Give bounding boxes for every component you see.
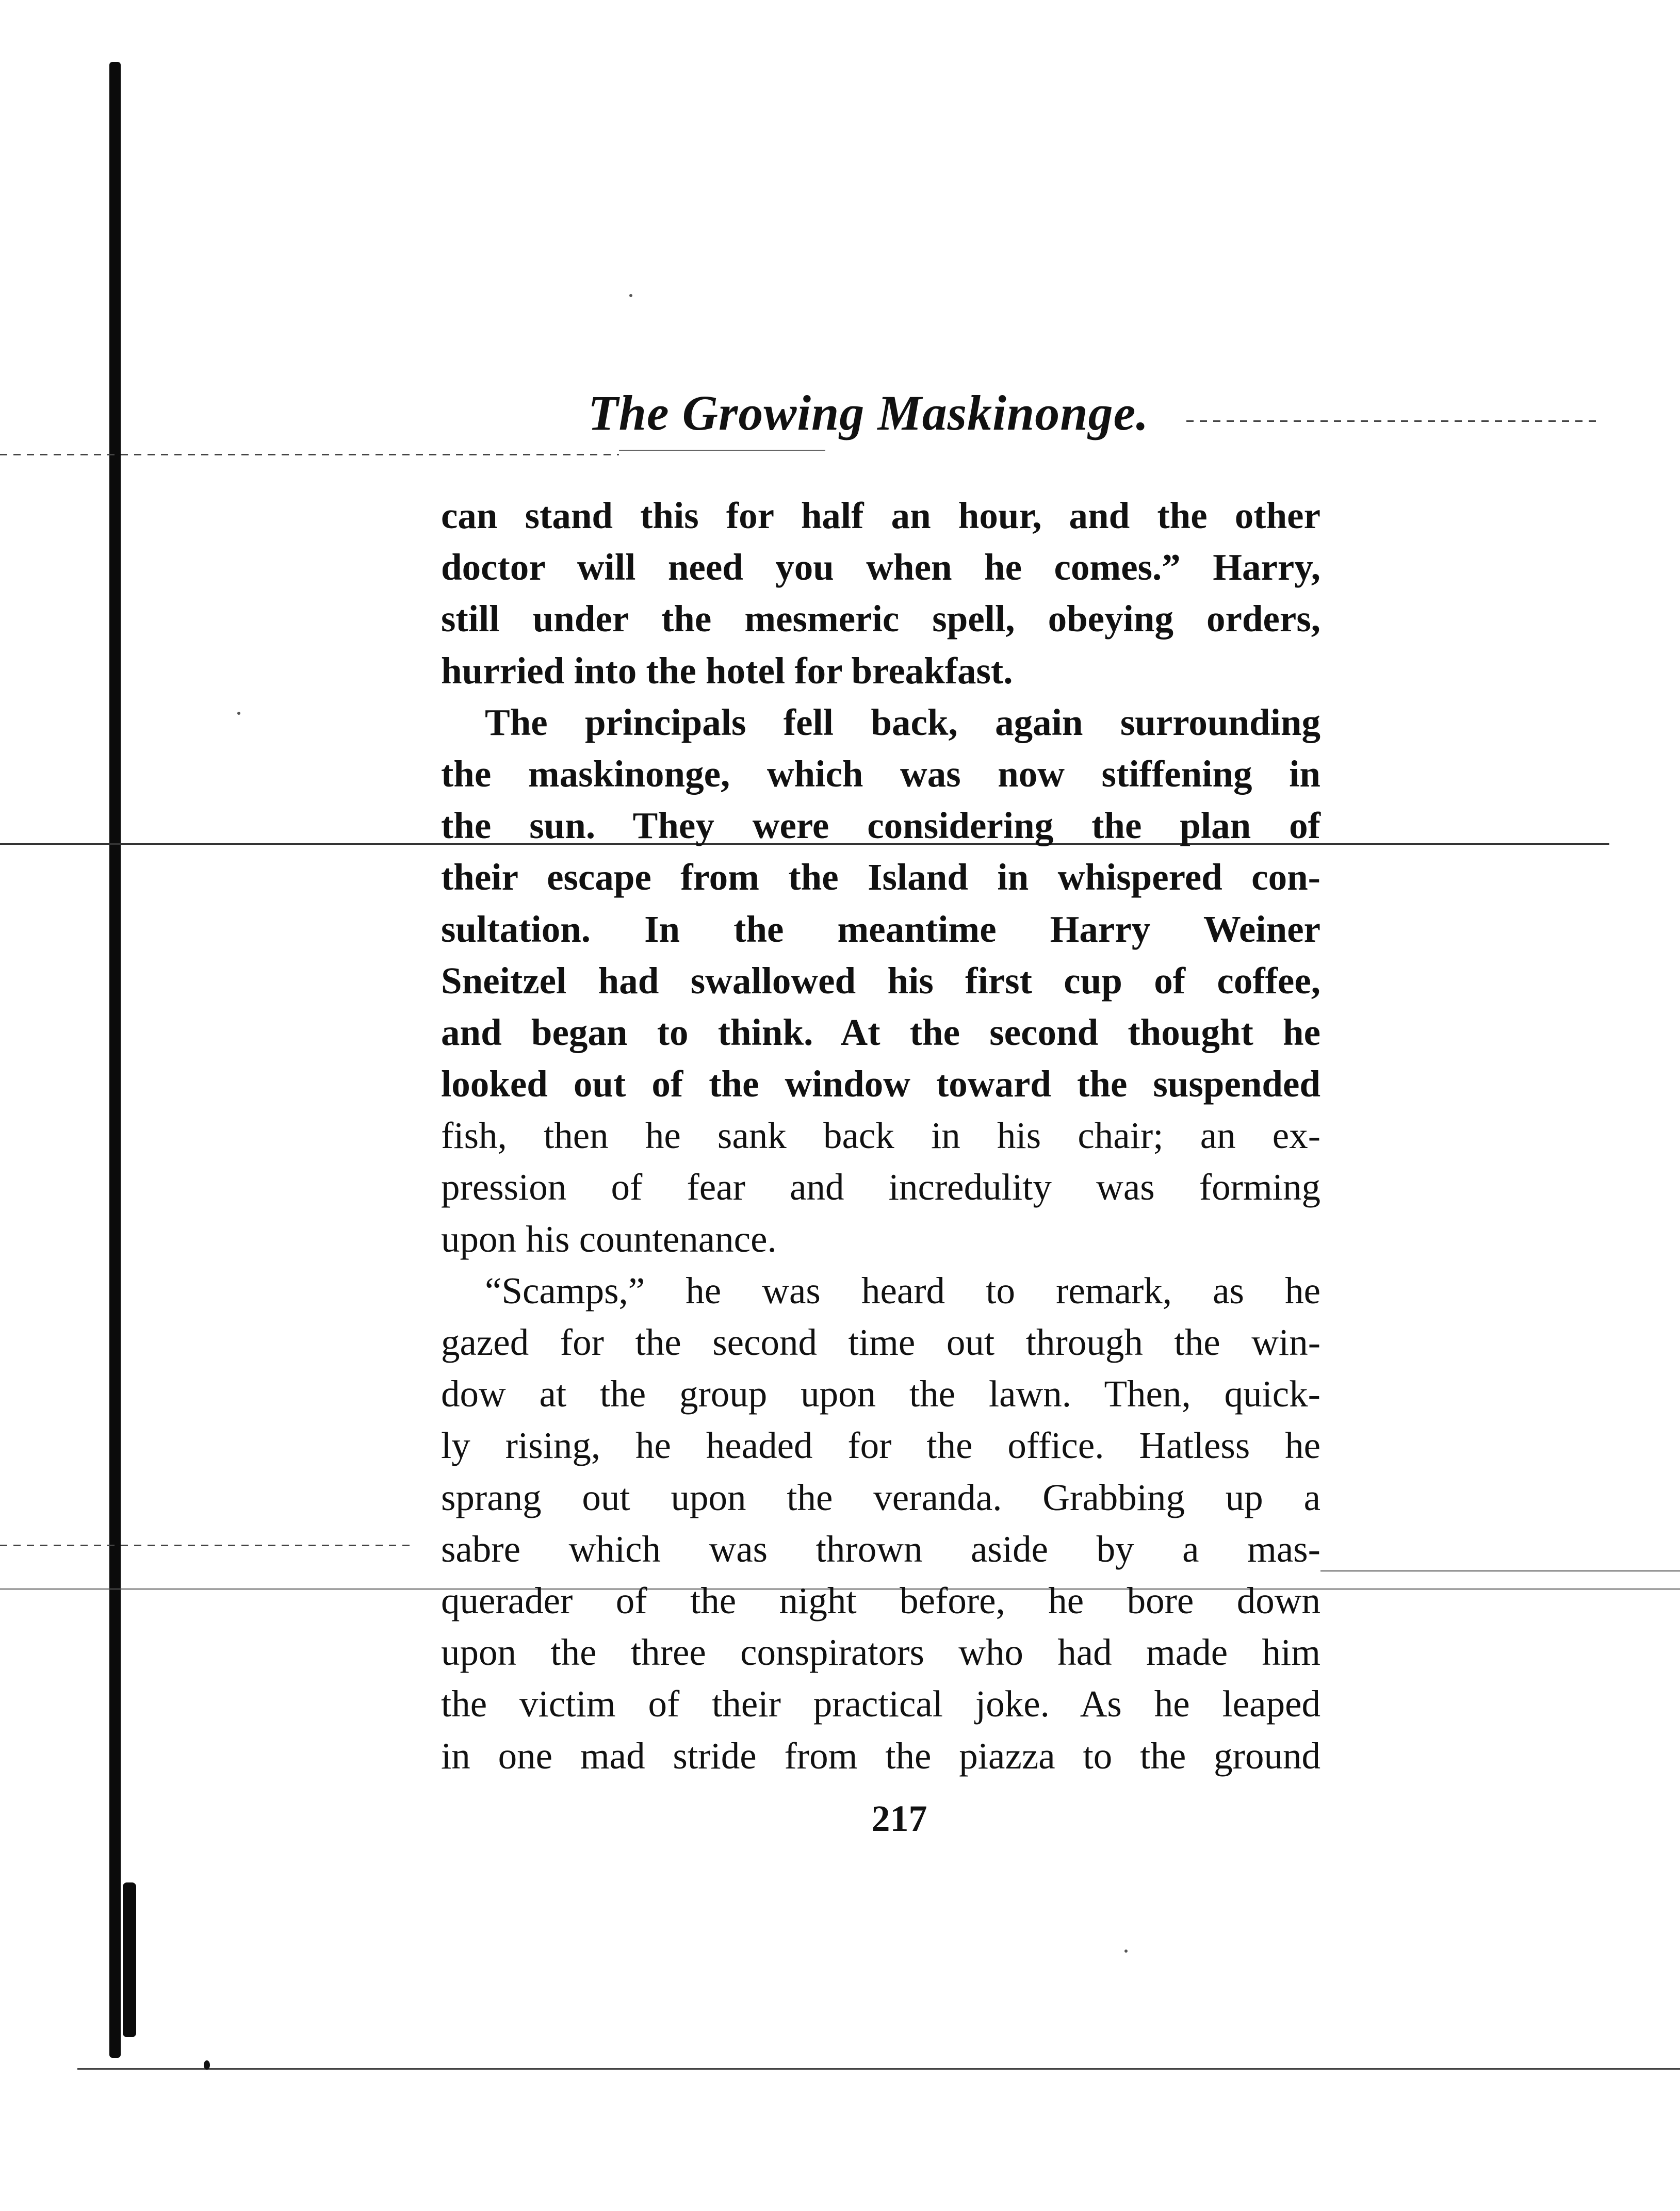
text-line: querader of the night before, he bore down xyxy=(441,1579,1320,1622)
text-line: “Scamps,” he was heard to remark, as he xyxy=(485,1269,1320,1312)
speck xyxy=(204,2060,210,2070)
text-line: still under the mesmeric spell, obeying orders, xyxy=(441,598,1320,640)
text-line: sultation. In the meantime Harry Weiner xyxy=(441,908,1320,950)
text-line: doctor will need you when he comes.” Harry, xyxy=(441,546,1320,588)
text-line: Sneitzel had swallowed his first cup of coffee, xyxy=(441,959,1320,1002)
text-line: hurried into the hotel for breakfast. xyxy=(441,649,1013,692)
binding-shadow-lower xyxy=(123,1882,136,2037)
speck xyxy=(1124,1950,1128,1953)
scan-line xyxy=(1186,420,1599,422)
text-line: in one mad stride from the piazza to the ground xyxy=(441,1734,1320,1777)
text-line: their escape from the Island in whispered con- xyxy=(441,856,1320,898)
text-line: the victim of their practical joke. As he leaped xyxy=(441,1683,1320,1725)
text-line: the maskinonge, which was now stiffening in xyxy=(441,752,1320,795)
scan-line xyxy=(0,1545,413,1546)
binding-shadow xyxy=(109,62,121,2058)
text-line: upon the three conspirators who had made him xyxy=(441,1631,1320,1674)
text-line: looked out of the window toward the suspended xyxy=(441,1063,1320,1105)
scan-line xyxy=(619,450,825,451)
text-line: dow at the group upon the lawn. Then, quick- xyxy=(441,1373,1320,1415)
speck xyxy=(237,712,240,715)
scan-line xyxy=(77,2068,1680,2070)
text-line: the sun. They were considering the plan of xyxy=(441,805,1320,847)
text-line: ly rising, he headed for the office. Hatless he xyxy=(441,1424,1320,1467)
text-line: pression of fear and incredulity was forming xyxy=(441,1166,1320,1208)
body-text xyxy=(441,490,1320,1782)
scan-line xyxy=(1320,1570,1680,1571)
running-head: The Growing Maskinonge. xyxy=(588,385,1149,440)
text-line: gazed for the second time out through the win- xyxy=(441,1321,1320,1363)
text-line: upon his countenance. xyxy=(441,1218,777,1260)
scan-line xyxy=(0,454,619,455)
text-line: The principals fell back, again surrounding xyxy=(485,701,1320,743)
text-line: fish, then he sank back in his chair; an ex- xyxy=(441,1115,1320,1157)
text-line: can stand this for half an hour, and the other xyxy=(441,495,1320,536)
text-line: sprang out upon the veranda. Grabbing up a xyxy=(441,1476,1320,1518)
text-line: sabre which was thrown aside by a mas- xyxy=(441,1528,1320,1570)
page-number: 217 xyxy=(871,1798,927,1839)
speck xyxy=(629,294,632,297)
text-line: and began to think. At the second thought he xyxy=(441,1011,1320,1053)
